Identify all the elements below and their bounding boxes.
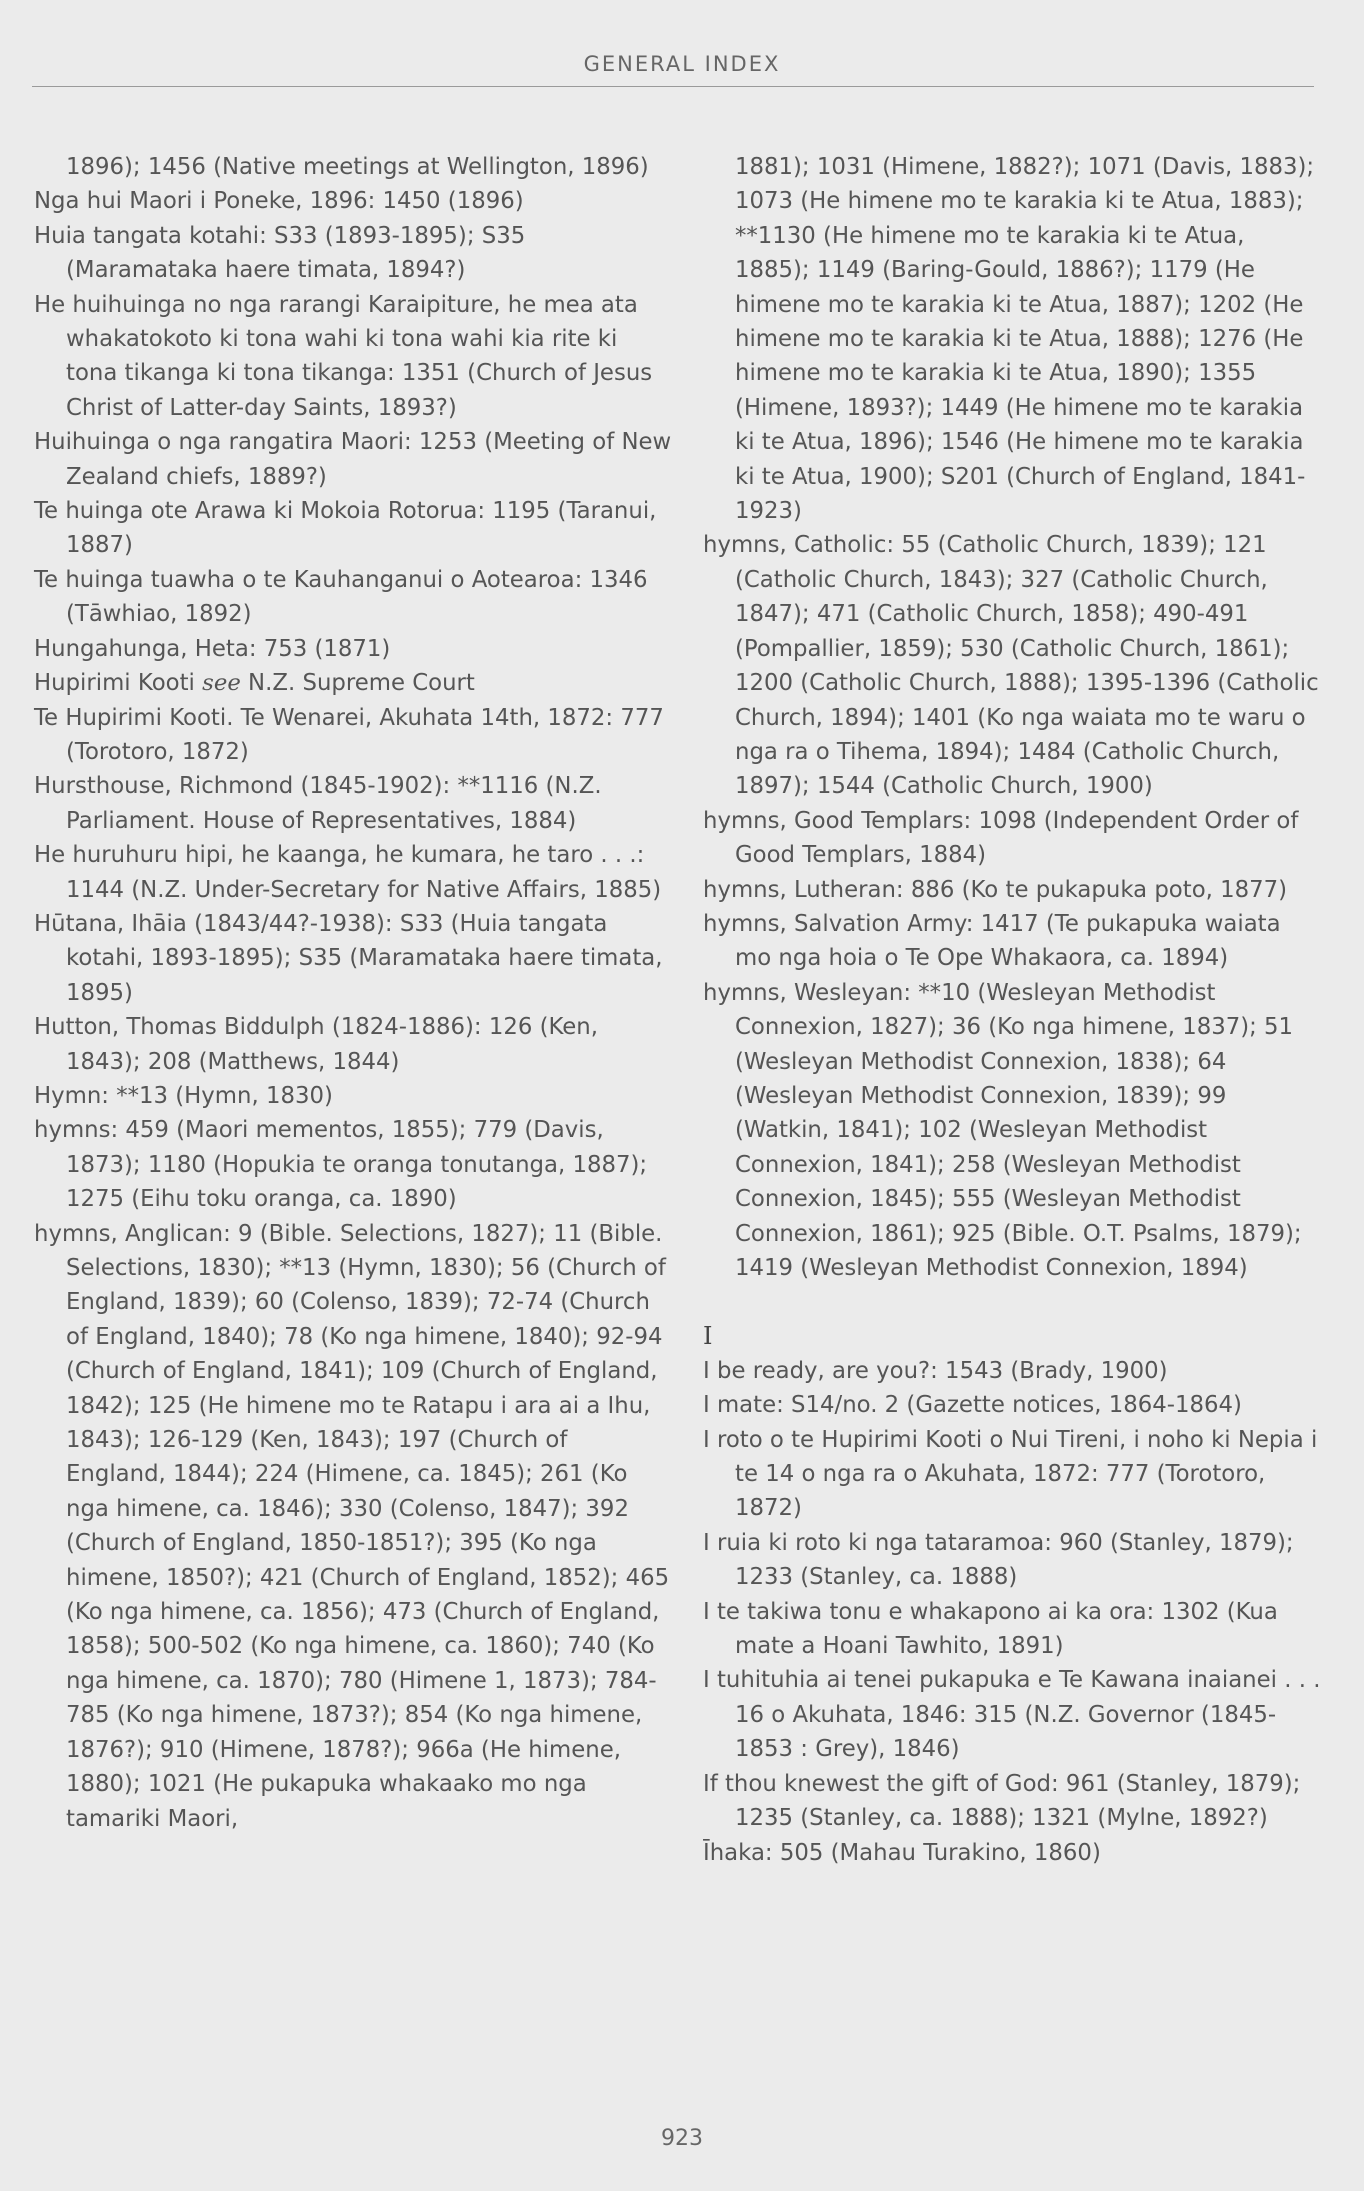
index-entry: Hymn: **13 (Hymn, 1830)	[34, 1082, 333, 1109]
index-entry: hymns, Good Templars: 1098 (Independent Order of Good Templars, 1884)	[703, 807, 1299, 869]
index-entry: Hutton, Thomas Biddulph (1824-1886): 126 (Ken, 1843); 208 (Matthews, 1844)	[34, 1014, 599, 1075]
running-header: GENERAL INDEX	[583, 52, 781, 76]
index-entry: I tuhituhia ai tenei pukapuka e Te Kawana inaianei . . . 16 o Akuhata, 1846: 315 (N.Z. Governor (1845-1853 : Grey), 1846)	[703, 1667, 1321, 1763]
right-column	[703, 150, 1323, 1870]
index-entry: hymns: 459 (Maori mementos, 1855); 779 (Davis, 1873); 1180 (Hopukia te oranga tonutanga, 1887); 1275 (Eihu toku oranga, ca. 1890)	[34, 1117, 648, 1213]
index-entry: If thou knewest the gift of God: 961 (Stanley, 1879); 1235 (Stanley, ca. 1888); 1321 (Mylne, 1892?)	[703, 1770, 1301, 1832]
index-entry: 1881); 1031 (Himene, 1882?); 1071 (Davis, 1883); 1073 (He himene mo te karakia ki te Atua, 1883); **1130 (He himene mo te karakia ki te Atua, 1885); 1149 (Baring-Gould, 1886?); 1179 (He himene mo te karakia ki te Atua, 1887); 1202 (He himene mo te karakia ki te Atua, 1888); 1276 (He himene mo te karakia ki te Atua, 1890); 1355 (Himene, 1893?); 1449 (He himene mo te karakia ki te Atua, 1896); 1546 (He himene mo te karakia ki te Atua, 1900); S201 (Church of England, 1841-1923)	[735, 154, 1315, 525]
index-entry: hymns, Anglican: 9 (Bible. Selections, 1827); 11 (Bible. Selections, 1830); **13 (Hymn, 1830); 56 (Church of England, 1839); 60 (Colenso, 1839); 72-74 (Church of England, 1840); 78 (Ko nga himene, 1840); 92-94 (Church of England, 1841); 109 (Church of England, 1842); 125 (He himene mo te Ratapu i ara ai a Ihu, 1843); 126-129 (Ken, 1843); 197 (Church of England, 1844); 224 (Himene, ca. 1845); 261 (Ko nga himene, ca. 1846); 330 (Colenso, 1847); 392 (Church of England, 1850-1851?); 395 (Ko nga himene, 1850?); 421 (Church of England, 1852); 465 (Ko nga himene, ca. 1856); 473 (Church of England, 1858); 500-502 (Ko nga himene, ca. 1860); 740 (Ko nga himene, ca. 1870); 780 (Himene 1, 1873); 784-785 (Ko nga himene, 1873?); 854 (Ko nga himene, 1876?); 910 (Himene, 1878?); 966a (He himene, 1880); 1021 (He pukapuka whakaako mo nga tamariki Maori,	[34, 1220, 670, 1832]
section-letter: I	[703, 1322, 713, 1351]
index-entry: hymns, Wesleyan: **10 (Wesleyan Methodist Connexion, 1827); 36 (Ko nga himene, 1837); 51 (Wesleyan Methodist Connexion, 1838); 64 (Wesleyan Methodist Connexion, 1839); 99 (Watkin, 1841); 102 (Wesleyan Methodist Connexion, 1841); 258 (Wesleyan Methodist Connexion, 1845); 555 (Wesleyan Methodist Connexion, 1861); 925 (Bible. O.T. Psalms, 1879); 1419 (Wesleyan Methodist Connexion, 1894)	[703, 979, 1302, 1281]
index-entry: Huihuinga o nga rangatira Maori: 1253 (Meeting of New Zealand chiefs, 1889?)	[34, 429, 672, 490]
index-entry: Hupirimi Kooti see N.Z. Supreme Court	[34, 670, 475, 697]
index-entry: Hūtana, Ihāia (1843/44?-1938): S33 (Huia tangata kotahi, 1893-1895); S35 (Maramataka haere timata, 1895)	[34, 910, 663, 1006]
index-entry: hymns, Salvation Army: 1417 (Te pukapuka waiata mo nga hoia o Te Ope Whakaora, ca. 1894)	[703, 910, 1281, 972]
index-entry: Hungahunga, Heta: 753 (1871)	[34, 635, 391, 662]
header-rule	[32, 86, 1314, 87]
right-column-i-entries	[703, 1354, 1323, 1870]
see-reference: see	[202, 670, 241, 697]
index-entry: hymns, Catholic: 55 (Catholic Church, 1839); 121 (Catholic Church, 1843); 327 (Catholic Church, 1847); 471 (Catholic Church, 1858); 490-491 (Pompallier, 1859); 530 (Catholic Church, 1861); 1200 (Catholic Church, 1888); 1395-1396 (Catholic Church, 1894); 1401 (Ko nga waiata mo te waru o nga ra o Tihema, 1894); 1484 (Catholic Church, 1897); 1544 (Catholic Church, 1900)	[703, 532, 1319, 800]
index-entry: Te huinga ote Arawa ki Mokoia Rotorua: 1195 (Taranui, 1887)	[34, 498, 657, 559]
index-entry: Hursthouse, Richmond (1845-1902): **1116 (N.Z. Parliament. House of Representatives, 1884)	[34, 773, 602, 834]
index-entry: Huia tangata kotahi: S33 (1893-1895); S35 (Maramataka haere timata, 1894?)	[34, 222, 526, 284]
index-entry: hymns, Lutheran: 886 (Ko te pukapuka poto, 1877)	[703, 876, 1288, 903]
left-column	[34, 150, 674, 1836]
index-entry: I ruia ki roto ki nga tataramoa: 960 (Stanley, 1879); 1233 (Stanley, ca. 1888)	[703, 1529, 1294, 1591]
right-column-h-entries	[703, 150, 1323, 1285]
index-entry: Te huinga tuawha o te Kauhanganui o Aotearoa: 1346 (Tāwhiao, 1892)	[34, 566, 648, 628]
index-entry: Īhaka: 505 (Mahau Turakino, 1860)	[703, 1839, 1101, 1866]
index-entry: I te takiwa tonu e whakapono ai ka ora: 1302 (Kua mate a Hoani Tawhito, 1891)	[703, 1598, 1278, 1660]
index-entry: Nga hui Maori i Poneke, 1896: 1450 (1896)	[34, 188, 524, 215]
index-entry: He huihuinga no nga rarangi Karaipiture, he mea ata whakatokoto ki tona wahi ki tona wahi kia rite ki tona tikanga ki tona tikanga: 1351 (Church of Jesus Christ of Latter-day Saints, 1893?)	[34, 291, 653, 421]
index-entry: Te Hupirimi Kooti. Te Wenarei, Akuhata 14th, 1872: 777 (Torotoro, 1872)	[34, 704, 664, 765]
index-entry: I mate: S14/no. 2 (Gazette notices, 1864-1864)	[703, 1392, 1242, 1419]
index-entry: He huruhuru hipi, he kaanga, he kumara, he taro . . .: 1144 (N.Z. Under-Secretary for Native Affairs, 1885)	[34, 842, 662, 903]
index-entry: 1896); 1456 (Native meetings at Wellington, 1896)	[66, 154, 649, 180]
index-entry: I roto o te Hupirimi Kooti o Nui Tireni, i noho ki Nepia i te 14 o nga ra o Akuhata, 1872: 777 (Torotoro, 1872)	[703, 1426, 1318, 1522]
index-entry: I be ready, are you?: 1543 (Brady, 1900)	[703, 1357, 1168, 1384]
page-number: 923	[661, 2126, 703, 2151]
